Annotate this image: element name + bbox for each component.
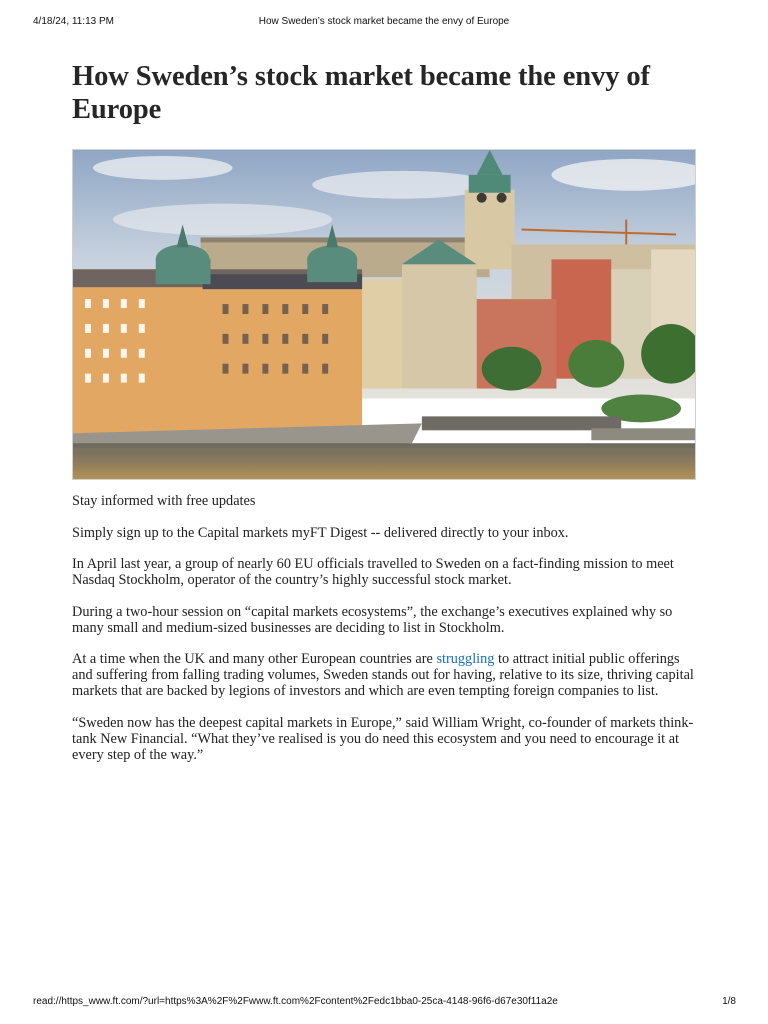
paragraph-quote-wright: “Sweden now has the deepest capital markets in Europe,” said William Wright, co-founder of markets think-tank New Financial. “What they’ve realised is you do need this ecosystem and you need to encourage it at every step of the way.” <box>72 714 694 763</box>
paragraph-text: At a time when the UK and many other European countries are <box>72 651 437 667</box>
page-number: 1/8 <box>722 996 736 1007</box>
paragraph-session: During a two-hour session on “capital markets ecosystems”, the exchange’s executives explained why so many small and medium-sized businesses are deciding to list in Stockholm. <box>72 603 673 636</box>
paragraph-eu-officials: In April last year, a group of nearly 60 EU officials travelled to Sweden on a fact-finding mission to meet Nasdaq Stockholm, operator of the country’s highly successful stock market. <box>72 556 674 588</box>
print-page-title: How Sweden’s stock market became the envy of Europe <box>258 16 510 27</box>
link-struggling[interactable]: struggling <box>436 651 495 667</box>
paragraph-stay-informed: Stay informed with free updates <box>72 493 256 509</box>
hero-photo-stockholm <box>72 149 696 480</box>
paragraph-signup: Simply sign up to the Capital markets myFT Digest -- delivered directly to your inbox. <box>72 524 569 541</box>
article-body <box>72 493 696 763</box>
article <box>72 60 696 778</box>
paragraph-text: to attract initial public offerings and suffering from falling trading volumes, Sweden stands out for having, relative to its size, thriving capital markets that are backed by legions of investors and which are even tempting foreign companies to list. <box>72 651 694 699</box>
print-url: read://https_www.ft.com/?url=https%3A%2F%2Fwww.ft.com%2Fcontent%2Fedc1bba0-25ca-4148-96f6-d67e30f11a2e <box>33 996 558 1007</box>
paragraph-uk-struggling <box>72 651 696 699</box>
print-header <box>0 16 768 30</box>
article-headline: How Sweden’s stock market became the envy of Europe <box>72 61 650 125</box>
print-footer <box>0 996 768 1010</box>
print-datetime: 4/18/24, 11:13 PM <box>33 16 114 27</box>
